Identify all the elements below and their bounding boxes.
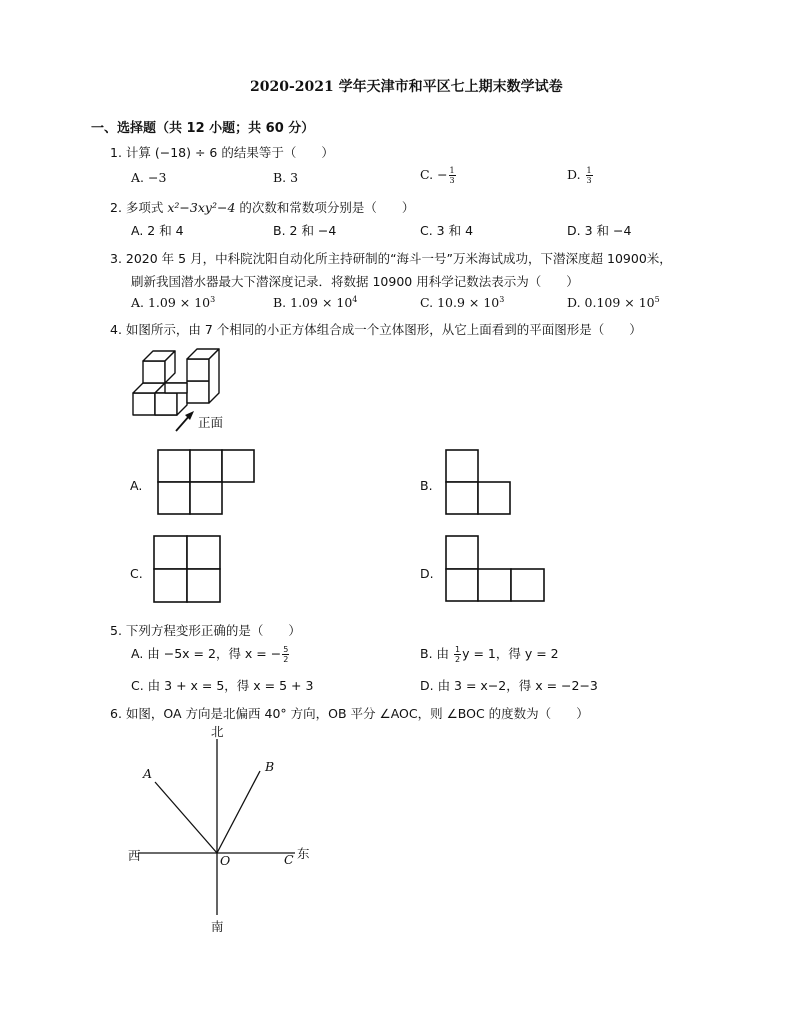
q4-option-a-figure[interactable] (157, 449, 257, 515)
q4-option-d-figure[interactable] (445, 535, 547, 603)
question-1-stem: 1. 计算 (−18) ÷ 6 的结果等于（ ） (110, 145, 334, 160)
question-6-stem: 6. 如图，OA 方向是北偏西 40° 方向，OB 平分 ∠AOC，则 ∠BOC 的度数为（ ） (110, 706, 589, 721)
east-label: 东 (297, 846, 310, 861)
q4-option-b-figure[interactable] (445, 449, 513, 515)
q1-option-a: A. −3 (131, 170, 167, 185)
question-2-stem: 2. 多项式 x²−3xy²−4 的次数和常数项分别是（ ） (110, 200, 415, 215)
q2-option-b: B. 2 和 −4 (273, 223, 337, 238)
q2-option-c: C. 3 和 4 (420, 223, 474, 238)
point-a-label: A (143, 766, 153, 781)
front-view-label: 正面 (198, 415, 224, 430)
north-label: 北 (211, 724, 224, 739)
point-b-label: B (265, 759, 275, 774)
question-3-line-2: 刷新我国潜水器最大下潜深度记录．将数据 10900 用科学记数法表示为（ ） (131, 274, 579, 289)
q4-option-d-label: D. (420, 566, 434, 581)
question-4-stem: 4. 如图所示，由 7 个相同的小正方体组合成一个立体图形，从它上面看到的平面图形是（ ） (110, 322, 642, 337)
section-heading: 一、选择题（共 12 小题；共 60 分） (91, 121, 315, 136)
q4-option-c-figure[interactable] (153, 535, 223, 603)
q4-option-c-label: C. (130, 566, 143, 581)
q1-option-b: B. 3 (273, 170, 299, 185)
q4-option-a-label: A. (130, 478, 143, 493)
q3-option-c: C. $10.9 \times 10^3$ (420, 294, 505, 310)
question-3-line-1: 3. 2020 年 5 月，中科院沈阳自动化所主持研制的“海斗一号”万米海试成功，下潜深度超 10900米， (110, 251, 672, 266)
point-c-label: C (284, 852, 294, 867)
q5-option-a: A. 由 −5x = 2，得 x = − $\frac{5}{2}$ (131, 645, 289, 664)
q3-option-b: B. $1.09 \times 10^4$ (273, 294, 358, 310)
q1-option-d: D. $\frac{1}{3}$ (567, 166, 592, 185)
west-label: 西 (128, 848, 141, 863)
q5-option-d: D. 由 3 = x−2，得 x = −2−3 (420, 678, 598, 693)
q3-option-d: D. $0.109 \times 10^5$ (567, 294, 660, 310)
q1-option-c: C. − $\frac{1}{3}$ (420, 166, 455, 185)
cube-stack-figure (130, 345, 240, 435)
q4-option-b-label: B. (420, 478, 433, 493)
ray-ob (217, 771, 260, 853)
south-label: 南 (211, 919, 224, 934)
q2-option-d: D. 3 和 −4 (567, 223, 632, 238)
page-title: 2020-2021 学年天津市和平区七上期末数学试卷 (250, 79, 563, 95)
q5-option-b: B. 由 $\frac{1}{2}$ y = 1，得 y = 2 (420, 645, 559, 664)
q3-option-a: A. $1.09 \times 10^3$ (131, 294, 216, 310)
compass-figure (120, 725, 320, 935)
ray-oa (155, 782, 217, 853)
q2-option-a: A. 2 和 4 (131, 223, 184, 238)
q5-option-c: C. 由 3 + x = 5，得 x = 5 + 3 (131, 678, 314, 693)
question-5-stem: 5. 下列方程变形正确的是（ ） (110, 623, 301, 638)
point-o-label: O (220, 853, 231, 868)
